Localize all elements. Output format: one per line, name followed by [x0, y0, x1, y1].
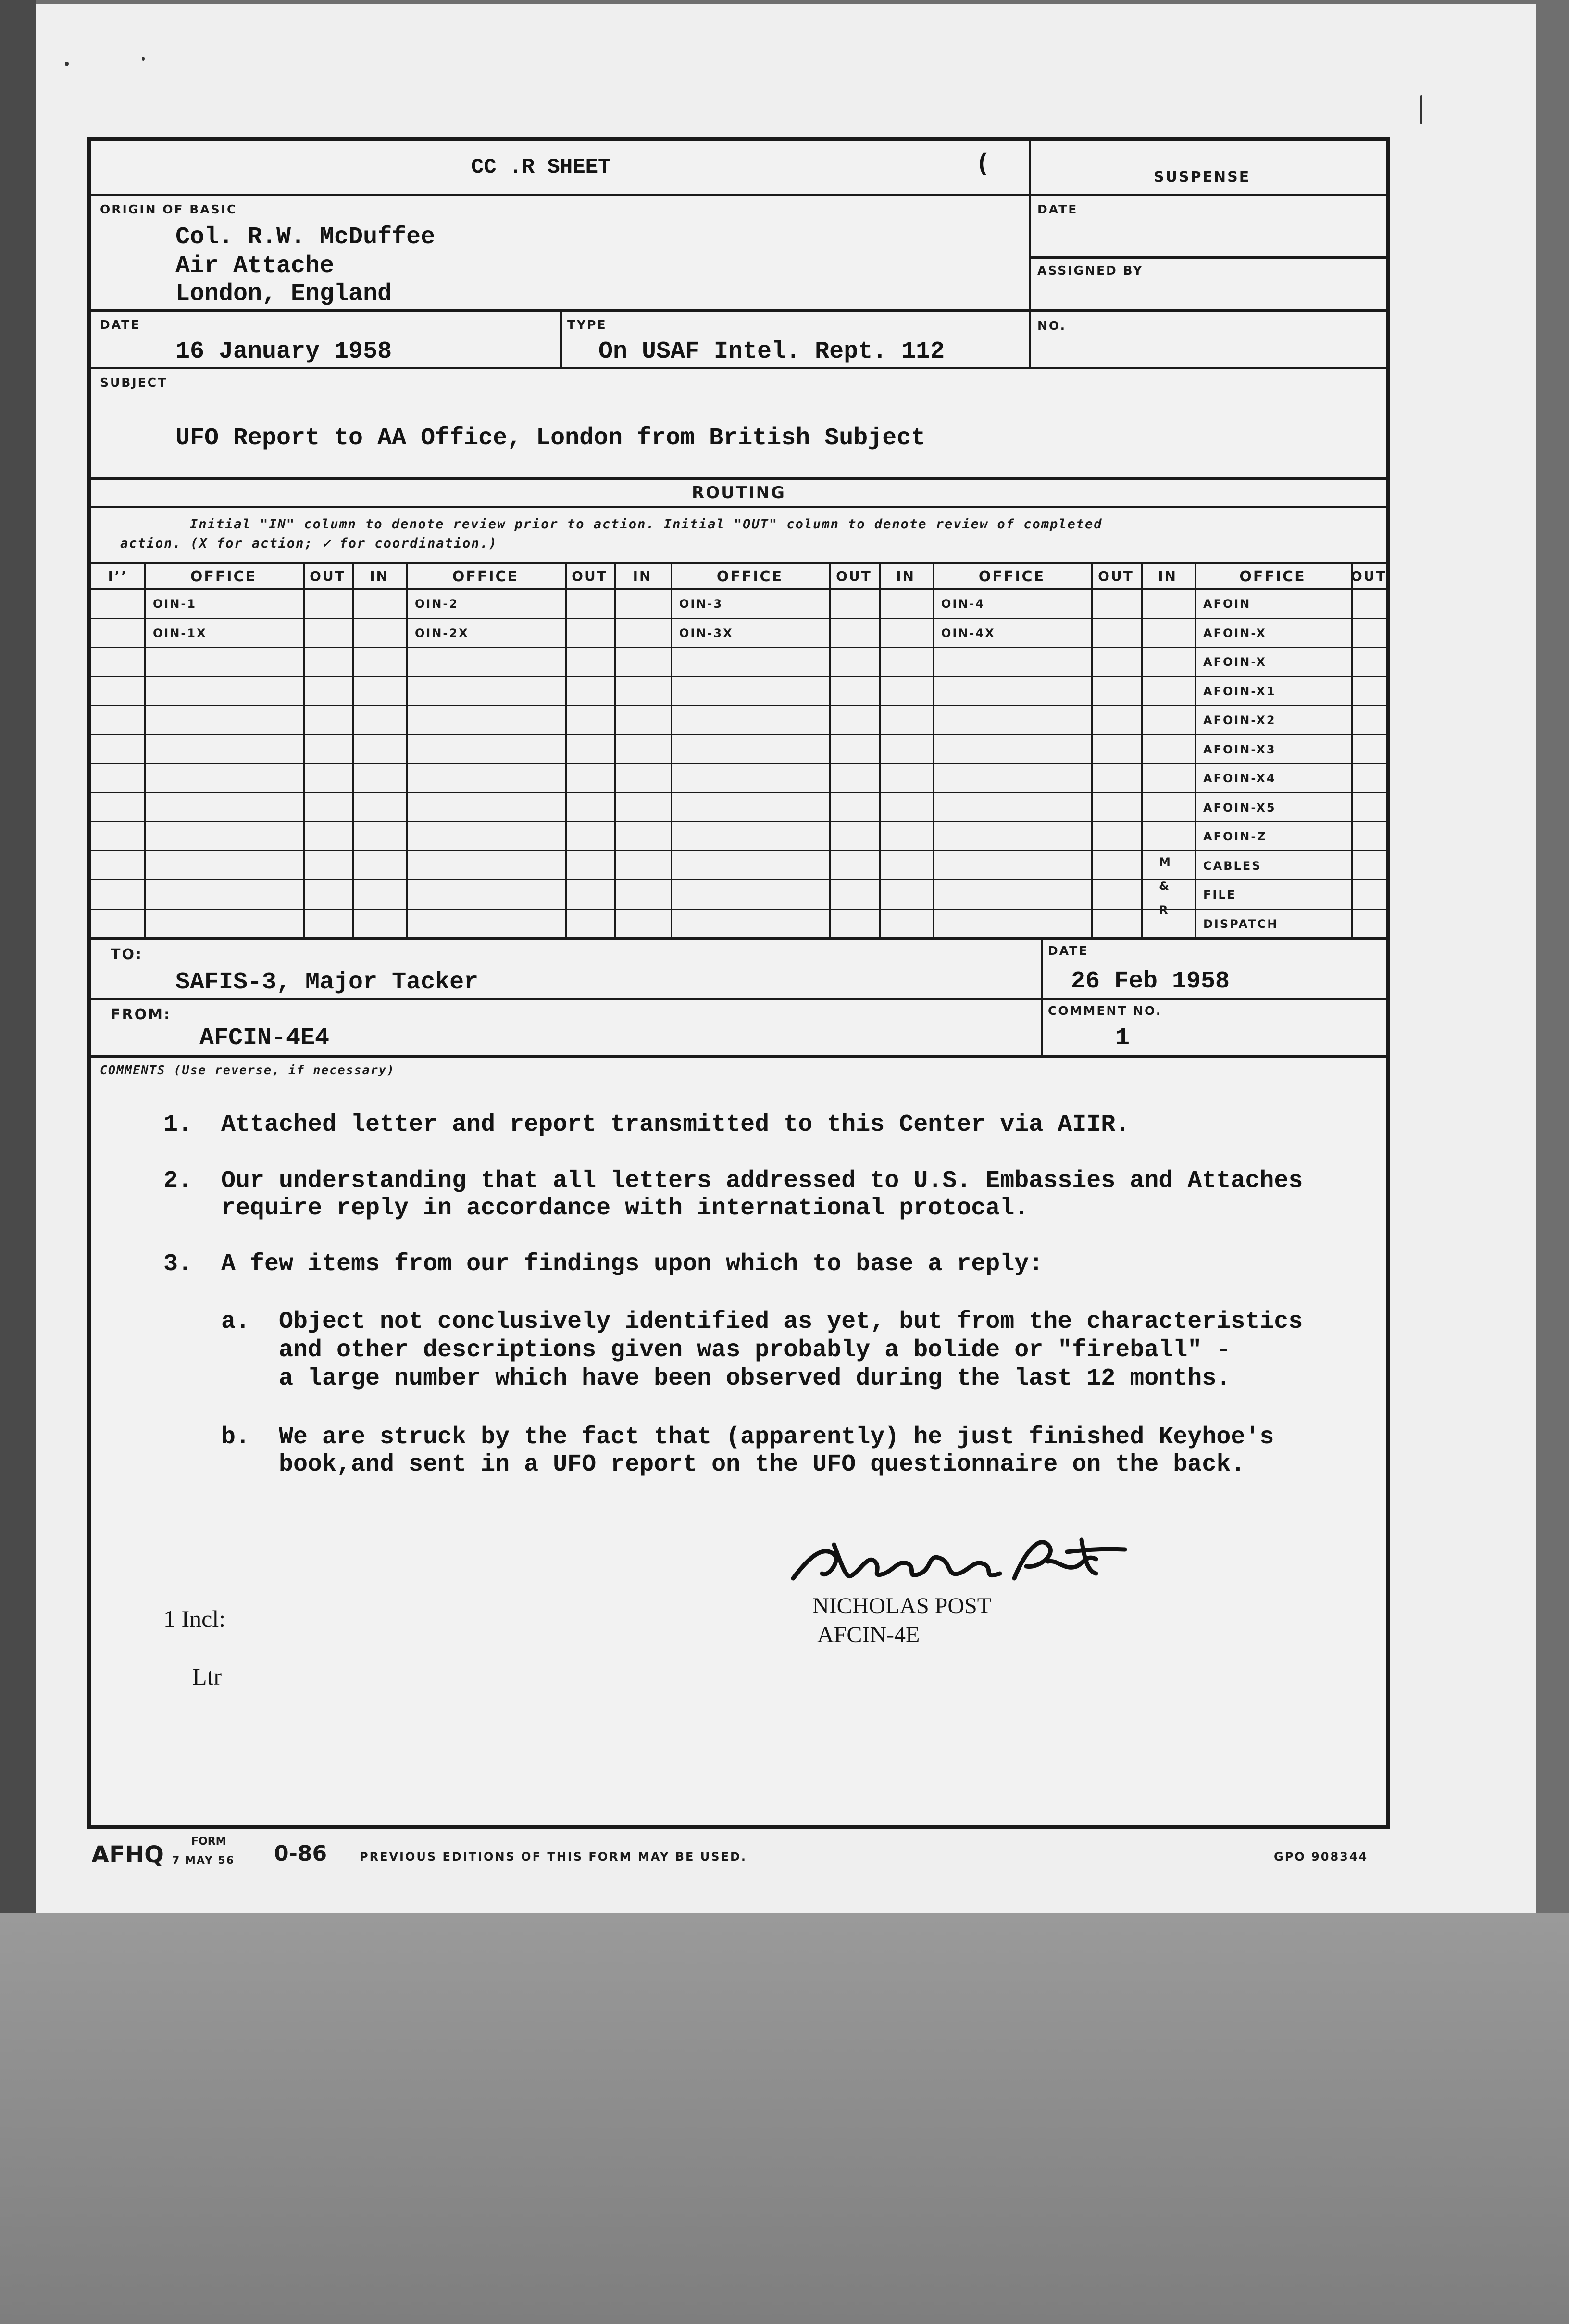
- routing-office-entry: OIN-2: [415, 597, 459, 611]
- form-title: CC .R SHEET: [471, 155, 611, 179]
- basic-type: On USAF Intel. Rept. 112: [598, 338, 945, 365]
- routing-out-header: OUT: [572, 568, 608, 584]
- routing-office-entry: DISPATCH: [1203, 917, 1279, 931]
- basic-date: 16 January 1958: [175, 338, 392, 365]
- routing-office-header: OFFICE: [716, 568, 784, 585]
- routing-row-rule: [91, 821, 1386, 822]
- suspense-date-label: DATE: [1037, 202, 1078, 216]
- routing-office-header: OFFICE: [1239, 568, 1306, 585]
- para-1-number: 1.: [163, 1111, 193, 1138]
- routing-office-header: OFFICE: [978, 568, 1046, 585]
- routing-office-entry: AFOIN-X: [1203, 626, 1267, 640]
- mr-letter: &: [1159, 879, 1171, 893]
- para-b-line-1: We are struck by the fact that (apparently) he just finished Keyhoe's: [279, 1424, 1274, 1451]
- routing-out-header: OUT: [1351, 568, 1387, 584]
- routing-office-entry: OIN-3: [679, 597, 723, 611]
- rule: [91, 367, 1386, 369]
- footer-form-date: MAY 56: [185, 1855, 235, 1867]
- routing-out-header: OUT: [1098, 568, 1134, 584]
- no-label: NO.: [1037, 319, 1067, 333]
- routing-office-entry: AFOIN-X5: [1203, 800, 1276, 814]
- rule: [91, 506, 1386, 508]
- para-a-line-1: Object not conclusively identified as yet, but from the characteristics: [279, 1308, 1303, 1336]
- scan-speck: [65, 62, 69, 66]
- para-b-letter: b.: [221, 1424, 250, 1451]
- footer-gpo-number: GPO 908344: [1274, 1850, 1369, 1863]
- signer-name: NICHOLAS POST: [812, 1593, 992, 1619]
- right-column-divider: [1029, 141, 1031, 367]
- routing-title: ROUTING: [692, 483, 786, 502]
- routing-office-entry: OIN-4X: [941, 626, 996, 640]
- footer-agency: AFHQ: [91, 1841, 164, 1868]
- routing-office-entry: AFOIN-X1: [1203, 684, 1276, 698]
- routing-office-entry: CABLES: [1203, 859, 1262, 873]
- routing-in-header: IN: [1158, 568, 1177, 584]
- routing-row-rule: [91, 879, 1386, 880]
- footer-form-number: 0-86: [274, 1841, 327, 1866]
- para-a-line-2: and other descriptions given was probably a bolide or "fireball" -: [279, 1337, 1231, 1364]
- routing-office-entry: FILE: [1203, 888, 1237, 901]
- mr-letter: R: [1159, 903, 1170, 917]
- stray-mark: (: [976, 150, 991, 178]
- routing-grid: [91, 562, 1386, 937]
- scan-speck: [142, 57, 145, 61]
- para-a-letter: a.: [221, 1308, 250, 1336]
- rule: [1029, 256, 1386, 259]
- routing-in-header: IN: [896, 568, 915, 584]
- para-1-text: Attached letter and report transmitted to this Center via AIIR.: [221, 1111, 1130, 1138]
- scan-bottom-margin: [0, 1913, 1569, 2324]
- routing-row-rule: [91, 705, 1386, 706]
- date-divider: [1041, 937, 1043, 1055]
- routing-out-header: OUT: [310, 568, 346, 584]
- routing-row-rule: [91, 763, 1386, 764]
- transmittal-date: 26 Feb 1958: [1071, 968, 1230, 995]
- from-label: FROM:: [111, 1006, 171, 1023]
- to-label: TO:: [111, 946, 143, 963]
- subject-label: SUBJECT: [100, 375, 168, 389]
- comments-label: COMMENTS (Use reverse, if necessary): [100, 1063, 395, 1077]
- routing-row-rule: [91, 647, 1386, 648]
- routing-row-rule: [91, 734, 1386, 735]
- routing-out-header: OUT: [836, 568, 872, 584]
- routing-office-entry: AFOIN-X: [1203, 655, 1267, 669]
- routing-instructions-2: action. (X for action; ✓ for coordination.): [120, 536, 498, 551]
- routing-office-entry: OIN-1X: [153, 626, 207, 640]
- comment-no: 1: [1115, 1025, 1130, 1052]
- routing-office-entry: AFOIN-X3: [1203, 742, 1276, 756]
- scan-speck: [1420, 95, 1422, 124]
- rule: [91, 309, 1386, 312]
- comment-no-label: COMMENT NO.: [1048, 1004, 1162, 1018]
- routing-header-rule: [91, 588, 1386, 590]
- routing-row-rule: [91, 850, 1386, 851]
- origin-line-1: Col. R.W. McDuffee: [175, 224, 436, 251]
- routing-in-header: IN: [633, 568, 652, 584]
- routing-row-rule: [91, 618, 1386, 619]
- type-divider: [560, 309, 562, 367]
- cover-sheet-form: [87, 137, 1390, 1829]
- subject-text: UFO Report to AA Office, London from British Subject: [175, 425, 926, 452]
- rule: [91, 998, 1386, 1000]
- footer-form-label: FORM: [191, 1836, 226, 1848]
- para-2-number: 2.: [163, 1167, 193, 1195]
- rule: [91, 477, 1386, 480]
- routing-row-rule: [91, 792, 1386, 793]
- para-2-line-1: Our understanding that all letters addressed to U.S. Embassies and Attaches: [221, 1167, 1303, 1195]
- routing-office-entry: OIN-4: [941, 597, 985, 611]
- routing-office-header: OFFICE: [452, 568, 519, 585]
- para-3-text: A few items from our findings upon which to base a reply:: [221, 1250, 1044, 1278]
- routing-office-entry: AFOIN-X4: [1203, 772, 1276, 785]
- para-2-line-2: require reply in accordance with international protocal.: [221, 1195, 1029, 1222]
- routing-instructions-1: Initial "IN" column to denote review prior to action. Initial "OUT" column to denote review of completed: [190, 517, 1103, 532]
- enclosure-item: Ltr: [192, 1663, 222, 1690]
- basic-date-label: DATE: [100, 318, 141, 332]
- routing-office-entry: AFOIN: [1203, 597, 1251, 611]
- assigned-by-label: ASSIGNED BY: [1037, 263, 1144, 277]
- routing-in-header: IN: [370, 568, 389, 584]
- routing-office-entry: AFOIN-X2: [1203, 713, 1276, 727]
- mr-letter: M: [1159, 855, 1172, 869]
- routing-row-rule: [91, 676, 1386, 677]
- handwritten-signature: [788, 1525, 1134, 1598]
- para-a-line-3: a large number which have been observed during the last 12 months.: [279, 1365, 1231, 1392]
- origin-line-2: Air Attache: [175, 252, 335, 280]
- routing-office-entry: OIN-3X: [679, 626, 734, 640]
- footer-form-day: 7: [172, 1855, 180, 1867]
- origin-label: ORIGIN OF BASIC: [100, 202, 237, 216]
- routing-office-entry: AFOIN-Z: [1203, 830, 1267, 843]
- routing-office-entry: OIN-1: [153, 597, 197, 611]
- basic-type-label: TYPE: [567, 318, 607, 332]
- footer-previous-editions: PREVIOUS EDITIONS OF THIS FORM MAY BE USED.: [360, 1850, 747, 1863]
- rule: [91, 1055, 1386, 1058]
- routing-office-entry: OIN-2X: [415, 626, 469, 640]
- to-recipient: SAFIS-3, Major Tacker: [175, 969, 479, 996]
- routing-row-rule: [91, 909, 1386, 910]
- from-sender: AFCIN-4E4: [199, 1025, 330, 1052]
- rule: [91, 194, 1386, 196]
- para-3-number: 3.: [163, 1250, 193, 1278]
- suspense-label: SUSPENSE: [1154, 169, 1251, 186]
- routing-in-header: I’’: [108, 568, 128, 584]
- signer-office: AFCIN-4E: [817, 1622, 920, 1648]
- rule: [91, 937, 1386, 940]
- routing-office-header: OFFICE: [190, 568, 257, 585]
- para-b-line-2: book,and sent in a UFO report on the UFO questionnaire on the back.: [279, 1451, 1245, 1478]
- transmittal-date-label: DATE: [1048, 944, 1089, 958]
- origin-line-3: London, England: [175, 280, 392, 308]
- enclosure-count: 1 Incl:: [163, 1605, 226, 1632]
